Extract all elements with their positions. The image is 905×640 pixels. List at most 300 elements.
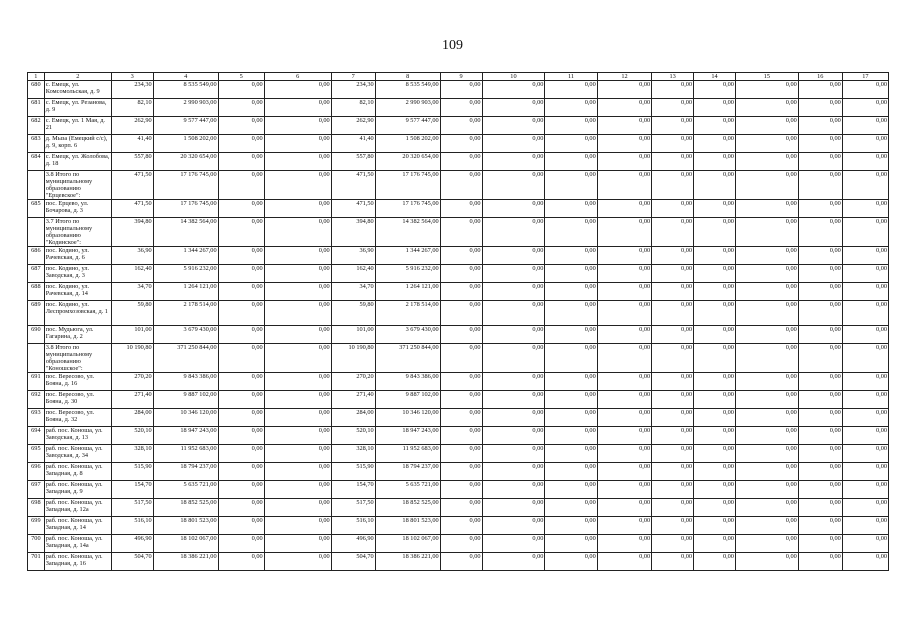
cell-value: 0,00 <box>798 265 842 283</box>
cell-value: 17 176 745,00 <box>375 200 440 218</box>
column-header: 14 <box>694 73 736 81</box>
cell-value: 18 852 525,00 <box>375 499 440 517</box>
row-number: 695 <box>28 445 45 463</box>
cell-value: 0,00 <box>218 481 264 499</box>
cell-value: 0,00 <box>735 427 798 445</box>
cell-value: 270,20 <box>111 373 153 391</box>
cell-value: 0,00 <box>218 99 264 117</box>
cell-value: 0,00 <box>264 445 331 463</box>
table-row <box>28 200 889 218</box>
cell-value: 2 990 903,00 <box>375 99 440 117</box>
table-row <box>28 153 889 171</box>
cell-value: 0,00 <box>735 409 798 427</box>
column-number-row <box>28 73 889 81</box>
cell-value: 0,00 <box>264 326 331 344</box>
cell-value: 9 577 447,00 <box>375 117 440 135</box>
cell-value: 0,00 <box>597 517 651 535</box>
cell-value: 0,00 <box>652 283 694 301</box>
cell-value: 0,00 <box>652 265 694 283</box>
cell-value: 0,00 <box>842 499 888 517</box>
cell-value: 0,00 <box>482 117 545 135</box>
cell-value: 0,00 <box>597 135 651 153</box>
table-row <box>28 301 889 326</box>
cell-value: 0,00 <box>842 445 888 463</box>
row-address: пос. Вересово, ул. Бояна, д. 16 <box>44 373 111 391</box>
cell-value: 0,00 <box>842 517 888 535</box>
row-address: пос. Вересово, ул. Бояна, д. 32 <box>44 409 111 427</box>
cell-value: 0,00 <box>440 326 482 344</box>
cell-value: 0,00 <box>218 463 264 481</box>
row-address: с. Емецк, ул. Жолобова, д. 18 <box>44 153 111 171</box>
column-header: 9 <box>440 73 482 81</box>
cell-value: 1 264 121,00 <box>153 283 218 301</box>
cell-value: 0,00 <box>482 373 545 391</box>
row-number: 685 <box>28 200 45 218</box>
cell-value: 0,00 <box>842 153 888 171</box>
cell-value: 0,00 <box>597 373 651 391</box>
cell-value: 0,00 <box>218 117 264 135</box>
cell-value: 0,00 <box>482 481 545 499</box>
column-header: 5 <box>218 73 264 81</box>
row-number: 686 <box>28 247 45 265</box>
table-row <box>28 326 889 344</box>
cell-value: 0,00 <box>218 409 264 427</box>
cell-value: 0,00 <box>545 553 597 571</box>
table-row <box>28 427 889 445</box>
cell-value: 0,00 <box>440 499 482 517</box>
row-address: раб. пос. Коноша, ул. Западная, д. 12а <box>44 499 111 517</box>
cell-value: 0,00 <box>798 135 842 153</box>
cell-value: 262,90 <box>331 117 375 135</box>
cell-value: 2 178 514,00 <box>375 301 440 326</box>
cell-value: 0,00 <box>694 200 736 218</box>
cell-value: 0,00 <box>482 135 545 153</box>
table-row <box>28 499 889 517</box>
table-row <box>28 344 889 373</box>
cell-value: 0,00 <box>694 265 736 283</box>
table-row <box>28 391 889 409</box>
row-address: раб. пос. Коноша, ул. Западная, д. 9 <box>44 481 111 499</box>
row-address: пос. Мудьюга, ул. Гагарина, д. 2 <box>44 326 111 344</box>
cell-value: 1 508 202,00 <box>153 135 218 153</box>
column-header: 3 <box>111 73 153 81</box>
row-number: 697 <box>28 481 45 499</box>
cell-value: 82,10 <box>111 99 153 117</box>
cell-value: 0,00 <box>735 445 798 463</box>
cell-value: 0,00 <box>735 373 798 391</box>
cell-value: 0,00 <box>482 265 545 283</box>
cell-value: 18 947 243,00 <box>153 427 218 445</box>
cell-value: 0,00 <box>798 409 842 427</box>
cell-value: 0,00 <box>597 81 651 99</box>
cell-value: 0,00 <box>652 517 694 535</box>
cell-value: 0,00 <box>597 427 651 445</box>
data-table <box>27 72 889 571</box>
cell-value: 0,00 <box>842 391 888 409</box>
cell-value: 20 320 654,00 <box>375 153 440 171</box>
cell-value: 0,00 <box>694 553 736 571</box>
cell-value: 5 916 232,00 <box>375 265 440 283</box>
cell-value: 0,00 <box>264 409 331 427</box>
cell-value: 0,00 <box>694 445 736 463</box>
cell-value: 36,90 <box>111 247 153 265</box>
cell-value: 0,00 <box>482 99 545 117</box>
cell-value: 284,00 <box>111 409 153 427</box>
cell-value: 0,00 <box>842 265 888 283</box>
column-header: 10 <box>482 73 545 81</box>
cell-value: 162,40 <box>111 265 153 283</box>
cell-value: 0,00 <box>218 265 264 283</box>
cell-value: 0,00 <box>694 283 736 301</box>
cell-value: 0,00 <box>545 265 597 283</box>
cell-value: 0,00 <box>652 326 694 344</box>
cell-value: 0,00 <box>694 171 736 200</box>
cell-value: 0,00 <box>735 535 798 553</box>
row-number: 683 <box>28 135 45 153</box>
row-address: с. Емецк, ул. Резанова, д. 9 <box>44 99 111 117</box>
cell-value: 36,90 <box>331 247 375 265</box>
cell-value: 0,00 <box>798 326 842 344</box>
cell-value: 0,00 <box>798 391 842 409</box>
cell-value: 0,00 <box>694 326 736 344</box>
cell-value: 101,00 <box>111 326 153 344</box>
cell-value: 0,00 <box>652 499 694 517</box>
cell-value: 34,70 <box>111 283 153 301</box>
cell-value: 0,00 <box>545 283 597 301</box>
row-number: 687 <box>28 265 45 283</box>
cell-value: 0,00 <box>735 265 798 283</box>
cell-value: 0,00 <box>652 344 694 373</box>
cell-value: 10 346 120,00 <box>375 409 440 427</box>
cell-value: 0,00 <box>545 153 597 171</box>
cell-value: 41,40 <box>111 135 153 153</box>
cell-value: 0,00 <box>218 326 264 344</box>
cell-value: 0,00 <box>597 265 651 283</box>
cell-value: 0,00 <box>798 481 842 499</box>
cell-value: 0,00 <box>597 409 651 427</box>
column-header: 6 <box>264 73 331 81</box>
cell-value: 0,00 <box>798 499 842 517</box>
cell-value: 0,00 <box>842 301 888 326</box>
table-row <box>28 463 889 481</box>
cell-value: 0,00 <box>735 117 798 135</box>
cell-value: 471,50 <box>111 171 153 200</box>
cell-value: 0,00 <box>842 135 888 153</box>
table-row <box>28 247 889 265</box>
cell-value: 0,00 <box>545 373 597 391</box>
cell-value: 0,00 <box>545 499 597 517</box>
cell-value: 0,00 <box>735 344 798 373</box>
cell-value: 5 635 721,00 <box>153 481 218 499</box>
cell-value: 1 264 121,00 <box>375 283 440 301</box>
row-number: 692 <box>28 391 45 409</box>
column-header: 11 <box>545 73 597 81</box>
row-address: пос. Кодино, ул. Леспромхозовская, д. 1 <box>44 301 111 326</box>
cell-value: 0,00 <box>842 535 888 553</box>
cell-value: 0,00 <box>694 99 736 117</box>
cell-value: 0,00 <box>735 81 798 99</box>
cell-value: 14 382 564,00 <box>153 218 218 247</box>
cell-value: 0,00 <box>652 427 694 445</box>
cell-value: 0,00 <box>440 135 482 153</box>
cell-value: 0,00 <box>798 553 842 571</box>
cell-value: 0,00 <box>798 99 842 117</box>
cell-value: 0,00 <box>218 247 264 265</box>
cell-value: 0,00 <box>694 218 736 247</box>
cell-value: 0,00 <box>694 301 736 326</box>
cell-value: 328,10 <box>111 445 153 463</box>
cell-value: 0,00 <box>798 445 842 463</box>
cell-value: 0,00 <box>482 153 545 171</box>
cell-value: 0,00 <box>694 463 736 481</box>
cell-value: 520,10 <box>111 427 153 445</box>
row-address: пос. Кодино, ул. Рачевская, д. 6 <box>44 247 111 265</box>
table-row <box>28 373 889 391</box>
row-address: с. Емецк, ул. Комсомольская, д. 9 <box>44 81 111 99</box>
cell-value: 0,00 <box>842 171 888 200</box>
row-number: 700 <box>28 535 45 553</box>
cell-value: 0,00 <box>597 463 651 481</box>
cell-value: 371 250 844,00 <box>375 344 440 373</box>
row-address: раб. пос. Коноша, ул. Западная, д. 14а <box>44 535 111 553</box>
row-number: 681 <box>28 99 45 117</box>
cell-value: 0,00 <box>842 117 888 135</box>
cell-value: 8 535 549,00 <box>375 81 440 99</box>
cell-value: 0,00 <box>735 463 798 481</box>
cell-value: 371 250 844,00 <box>153 344 218 373</box>
cell-value: 0,00 <box>652 117 694 135</box>
cell-value: 0,00 <box>264 481 331 499</box>
cell-value: 0,00 <box>218 153 264 171</box>
row-address: пос. Вересово, ул. Бояна, д. 30 <box>44 391 111 409</box>
cell-value: 0,00 <box>842 553 888 571</box>
cell-value: 11 952 683,00 <box>375 445 440 463</box>
cell-value: 0,00 <box>545 445 597 463</box>
cell-value: 0,00 <box>652 218 694 247</box>
table-row <box>28 445 889 463</box>
cell-value: 0,00 <box>440 535 482 553</box>
table-row <box>28 481 889 499</box>
cell-value: 0,00 <box>842 99 888 117</box>
cell-value: 0,00 <box>545 135 597 153</box>
cell-value: 1 508 202,00 <box>375 135 440 153</box>
cell-value: 0,00 <box>440 427 482 445</box>
cell-value: 0,00 <box>545 81 597 99</box>
cell-value: 0,00 <box>652 81 694 99</box>
cell-value: 0,00 <box>597 553 651 571</box>
cell-value: 10 190,80 <box>331 344 375 373</box>
cell-value: 0,00 <box>798 283 842 301</box>
cell-value: 0,00 <box>482 218 545 247</box>
cell-value: 5 916 232,00 <box>153 265 218 283</box>
cell-value: 0,00 <box>545 463 597 481</box>
cell-value: 471,50 <box>331 200 375 218</box>
row-address: раб. пос. Коноша, ул. Заводская, д. 34 <box>44 445 111 463</box>
cell-value: 504,70 <box>331 553 375 571</box>
cell-value: 0,00 <box>545 391 597 409</box>
cell-value: 0,00 <box>440 81 482 99</box>
row-number: 688 <box>28 283 45 301</box>
cell-value: 2 990 903,00 <box>153 99 218 117</box>
cell-value: 9 843 386,00 <box>153 373 218 391</box>
cell-value: 0,00 <box>264 301 331 326</box>
cell-value: 0,00 <box>264 373 331 391</box>
cell-value: 0,00 <box>652 373 694 391</box>
cell-value: 162,40 <box>331 265 375 283</box>
row-address: 3.8 Итого по муниципальному образованию "Ерцевское": <box>44 171 111 200</box>
cell-value: 0,00 <box>842 463 888 481</box>
cell-value: 0,00 <box>440 391 482 409</box>
cell-value: 471,50 <box>111 200 153 218</box>
table-row <box>28 81 889 99</box>
table-body <box>28 73 889 571</box>
cell-value: 0,00 <box>694 153 736 171</box>
cell-value: 0,00 <box>652 135 694 153</box>
cell-value: 0,00 <box>218 445 264 463</box>
cell-value: 0,00 <box>652 200 694 218</box>
cell-value: 0,00 <box>652 247 694 265</box>
table-row <box>28 517 889 535</box>
cell-value: 10 190,80 <box>111 344 153 373</box>
cell-value: 0,00 <box>798 153 842 171</box>
cell-value: 0,00 <box>597 117 651 135</box>
cell-value: 0,00 <box>597 200 651 218</box>
cell-value: 0,00 <box>440 117 482 135</box>
cell-value: 0,00 <box>218 135 264 153</box>
column-header: 1 <box>28 73 45 81</box>
table-row <box>28 553 889 571</box>
cell-value: 0,00 <box>694 481 736 499</box>
cell-value: 0,00 <box>482 171 545 200</box>
cell-value: 18 102 067,00 <box>153 535 218 553</box>
cell-value: 0,00 <box>264 171 331 200</box>
row-number: 690 <box>28 326 45 344</box>
cell-value: 18 794 237,00 <box>153 463 218 481</box>
row-address: д. Мыза (Емецкий с/с), д. 9, корп. 6 <box>44 135 111 153</box>
cell-value: 18 852 525,00 <box>153 499 218 517</box>
cell-value: 20 320 654,00 <box>153 153 218 171</box>
cell-value: 0,00 <box>482 517 545 535</box>
cell-value: 0,00 <box>694 344 736 373</box>
cell-value: 0,00 <box>735 218 798 247</box>
row-address: пос. Кодино, ул. Заводская, д. 3 <box>44 265 111 283</box>
cell-value: 0,00 <box>264 553 331 571</box>
cell-value: 18 386 221,00 <box>375 553 440 571</box>
cell-value: 0,00 <box>482 553 545 571</box>
cell-value: 517,50 <box>331 499 375 517</box>
cell-value: 0,00 <box>842 344 888 373</box>
cell-value: 18 794 237,00 <box>375 463 440 481</box>
cell-value: 59,80 <box>111 301 153 326</box>
row-address: раб. пос. Коноша, ул. Западная, д. 14 <box>44 517 111 535</box>
cell-value: 0,00 <box>597 153 651 171</box>
cell-value: 0,00 <box>694 427 736 445</box>
cell-value: 18 801 523,00 <box>375 517 440 535</box>
cell-value: 0,00 <box>218 218 264 247</box>
table-row <box>28 218 889 247</box>
cell-value: 0,00 <box>482 427 545 445</box>
row-number: 693 <box>28 409 45 427</box>
cell-value: 0,00 <box>597 171 651 200</box>
cell-value: 0,00 <box>482 535 545 553</box>
cell-value: 0,00 <box>218 373 264 391</box>
cell-value: 18 801 523,00 <box>153 517 218 535</box>
cell-value: 0,00 <box>440 445 482 463</box>
cell-value: 0,00 <box>597 391 651 409</box>
row-number: 694 <box>28 427 45 445</box>
cell-value: 0,00 <box>694 499 736 517</box>
column-header: 15 <box>735 73 798 81</box>
cell-value: 0,00 <box>842 409 888 427</box>
cell-value: 0,00 <box>482 81 545 99</box>
row-number: 689 <box>28 301 45 326</box>
cell-value: 0,00 <box>264 427 331 445</box>
cell-value: 9 887 102,00 <box>153 391 218 409</box>
cell-value: 496,90 <box>111 535 153 553</box>
cell-value: 504,70 <box>111 553 153 571</box>
cell-value: 0,00 <box>545 326 597 344</box>
cell-value: 0,00 <box>264 391 331 409</box>
cell-value: 0,00 <box>264 153 331 171</box>
column-header: 2 <box>44 73 111 81</box>
cell-value: 0,00 <box>218 553 264 571</box>
cell-value: 0,00 <box>545 117 597 135</box>
cell-value: 154,70 <box>331 481 375 499</box>
column-header: 17 <box>842 73 888 81</box>
cell-value: 9 887 102,00 <box>375 391 440 409</box>
table-row <box>28 409 889 427</box>
cell-value: 0,00 <box>694 535 736 553</box>
cell-value: 0,00 <box>218 427 264 445</box>
cell-value: 0,00 <box>652 153 694 171</box>
cell-value: 0,00 <box>264 463 331 481</box>
cell-value: 8 535 549,00 <box>153 81 218 99</box>
cell-value: 0,00 <box>798 200 842 218</box>
table-row <box>28 171 889 200</box>
cell-value: 0,00 <box>545 427 597 445</box>
cell-value: 0,00 <box>482 283 545 301</box>
cell-value: 0,00 <box>597 247 651 265</box>
cell-value: 0,00 <box>482 301 545 326</box>
cell-value: 0,00 <box>652 481 694 499</box>
row-number: 682 <box>28 117 45 135</box>
column-header: 12 <box>597 73 651 81</box>
table-row <box>28 99 889 117</box>
cell-value: 0,00 <box>735 499 798 517</box>
row-address: с. Емецк, ул. 1 Мая, д. 21 <box>44 117 111 135</box>
row-number: 698 <box>28 499 45 517</box>
cell-value: 82,10 <box>331 99 375 117</box>
cell-value: 10 346 120,00 <box>153 409 218 427</box>
row-address: раб. пос. Коноша, ул. Западная, д. 16 <box>44 553 111 571</box>
table-row <box>28 265 889 283</box>
cell-value: 0,00 <box>218 200 264 218</box>
cell-value: 0,00 <box>597 481 651 499</box>
cell-value: 0,00 <box>545 409 597 427</box>
column-header: 8 <box>375 73 440 81</box>
cell-value: 0,00 <box>735 481 798 499</box>
cell-value: 0,00 <box>798 373 842 391</box>
cell-value: 0,00 <box>440 153 482 171</box>
cell-value: 0,00 <box>798 218 842 247</box>
cell-value: 0,00 <box>218 535 264 553</box>
cell-value: 271,40 <box>331 391 375 409</box>
cell-value: 0,00 <box>545 99 597 117</box>
cell-value: 0,00 <box>440 481 482 499</box>
table-row <box>28 535 889 553</box>
cell-value: 0,00 <box>545 200 597 218</box>
cell-value: 520,10 <box>331 427 375 445</box>
